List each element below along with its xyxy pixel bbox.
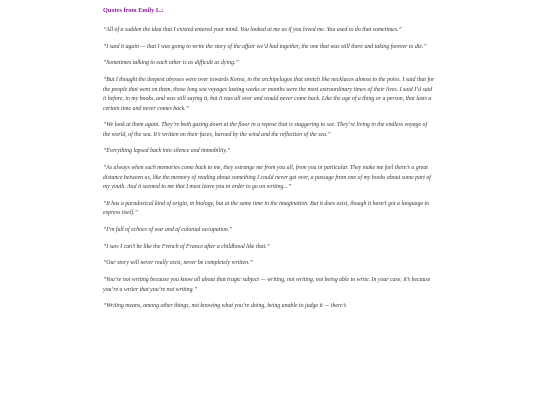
quote-paragraph: “It has a paradoxical kind of origin, in biology, but at the same time in the imagination. But it does exist, though it hasn’t got a language to express itself.” xyxy=(103,200,430,217)
quote-paragraph: “Writing means, among other things, not knowing what you’re doing, being unable to judge it — there’s xyxy=(103,303,347,310)
quote-paragraph: “Everything lapsed back into silence and immobility.” xyxy=(103,148,231,155)
quote-paragraph: “I said it again — that I was going to write the story of the affair we’d had together, the one that was still there and taking forever to die.” xyxy=(103,43,427,50)
quote-paragraph: “Our story will never really exist, never be completely written.” xyxy=(103,260,253,267)
quote-paragraph: “Sometimes talking to each other is as difficult as dying.” xyxy=(103,60,239,67)
quote-paragraph: “We look at them again. They’re both gazing down at the floor in a repose that is staggering to see. They’re living in the endless voyage of the world, of the sea. It’s written on their faces, burned by the wind and the reflection of the sea.” xyxy=(103,122,428,138)
quote-paragraph: “I saw I can’t be like the French of France after a childhood like that.” xyxy=(103,243,270,250)
quote-paragraph: “All of a sudden the idea that I existed entered your mind. You looked at me as if you loved me. You used to do that sometimes.” xyxy=(103,27,402,33)
quote-paragraph: “As always when such memories come back to me, they estrange me from you all, from you in particular. They make me feel there’s a great distance between us, like the memory of reading about something I could never get over, a passage from one of my books about some part of my youth. And it seemed to me that I must leave you in order to go on writing...” xyxy=(103,165,431,191)
quotes-page xyxy=(103,6,435,319)
quote-paragraph: “I’m full of echoes of war and of colonial occupation.” xyxy=(103,227,233,233)
quote-paragraph: “You’re not writing because you know all about that tragic subject — writing, not writing, not being able to write. In your case, it’s because you’re a writer that you’re not writing.” xyxy=(103,277,431,293)
page-title: Quotes from Emily L.: xyxy=(103,7,164,14)
quote-paragraph: “But I thought the deepest abysses were over towards Korea, in the archipelagos that stretch like necklaces almost to the poles. I said that for the people that went on them, those long sea voyages lasting weeks or months were the most extraordinary times of their lives. I said I’d said it before, in my books, and was still saying it, but it was all over and would never come back. Like the age of a thing or a person, that lasts a certain time and never comes back.” xyxy=(103,77,435,112)
